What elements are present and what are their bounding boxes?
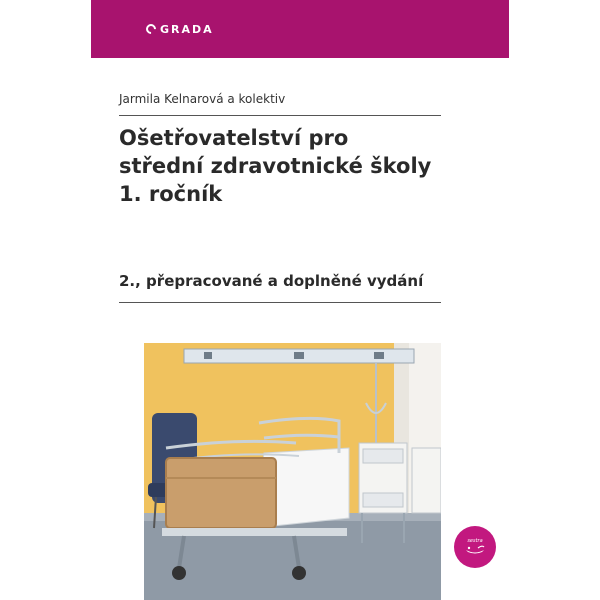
book-title [119, 124, 449, 208]
publisher-logo [146, 19, 214, 39]
badge-label: sestra [467, 537, 483, 544]
book-cover [91, 0, 509, 600]
hospital-bed-icon [144, 343, 441, 600]
title-line-3: 1. ročník [119, 182, 223, 206]
hospital-room-photo [144, 343, 441, 600]
publisher-name: GRADA [160, 22, 214, 36]
divider-top [119, 115, 441, 116]
edition: 2., přepracované a doplněné vydání [119, 272, 424, 290]
author: Jarmila Kelnarová a kolektiv [119, 92, 286, 106]
grada-logo-icon [144, 22, 158, 36]
series-badge [454, 526, 496, 568]
publisher-banner [91, 0, 509, 58]
oil-lamp-icon [464, 544, 486, 554]
divider-bottom [119, 302, 441, 303]
title-line-2: střední zdravotnické školy [119, 154, 432, 178]
title-line-1: Ošetřovatelství pro [119, 126, 349, 150]
